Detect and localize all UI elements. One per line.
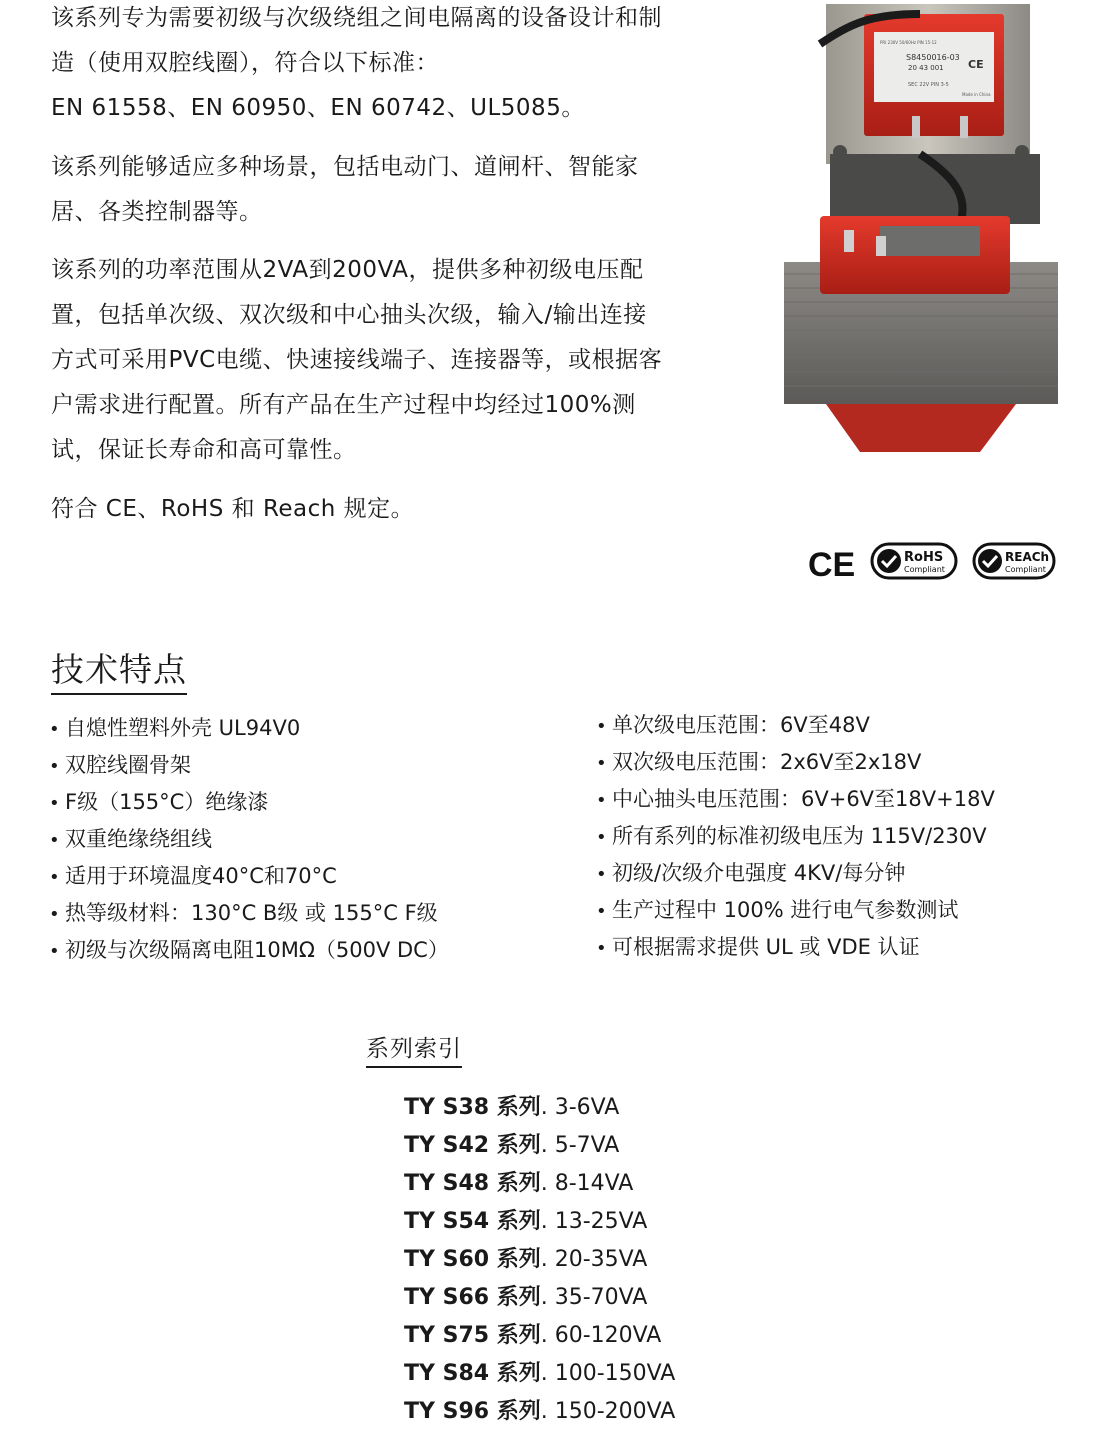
feature-item: • 初级/次级介电强度 4KV/每分钟 — [596, 855, 995, 892]
series-range: . 8-14VA — [540, 1171, 634, 1196]
series-range: . 100-150VA — [540, 1361, 676, 1386]
series-code: TY S60 系列 — [404, 1247, 541, 1272]
series-code: TY S96 系列 — [404, 1399, 541, 1424]
series-item — [404, 1355, 675, 1393]
series-item — [404, 1317, 675, 1355]
power-line: 户需求进行配置。所有产品在生产过程中均经过100%测 — [51, 392, 636, 418]
transformer-photo — [780, 4, 1062, 454]
label-line: SEC 22V PIN 3-5 — [908, 82, 949, 88]
feature-item: • 自熄性塑料外壳 UL94V0 — [49, 710, 449, 747]
series-code: TY S38 系列 — [404, 1095, 541, 1120]
features-left-list — [49, 710, 449, 969]
features-title: 技术特点 — [51, 648, 187, 695]
intro-line: 该系列专为需要初级与次级绕组之间电隔离的设备设计和制 — [51, 5, 662, 31]
series-range: . 20-35VA — [540, 1247, 648, 1272]
applications-line: 居、各类控制器等。 — [51, 199, 263, 225]
rohs-sub-text: Compliant — [904, 565, 945, 574]
series-list — [404, 1089, 675, 1431]
series-range: . 13-25VA — [540, 1209, 648, 1234]
series-code: TY S48 系列 — [404, 1171, 541, 1196]
ce-logo: CE — [808, 546, 856, 584]
series-item — [404, 1393, 675, 1431]
power-line: 该系列的功率范围从2VA到200VA，提供多种初级电压配 — [51, 257, 644, 283]
series-code: TY S54 系列 — [404, 1209, 541, 1234]
feature-item: • 适用于环境温度40°C和70°C — [49, 858, 449, 895]
features-right-list — [596, 707, 995, 966]
series-range: . 3-6VA — [540, 1095, 620, 1120]
series-index-title: 系列索引 — [366, 1032, 462, 1068]
label-line: Made in China — [962, 92, 991, 97]
intro-line: EN 61558、EN 60950、EN 60742、UL5085。 — [51, 95, 585, 121]
series-item — [404, 1127, 675, 1165]
feature-item: • F级（155°C）绝缘漆 — [49, 784, 449, 821]
ce-mark: CE — [968, 58, 984, 71]
series-range: . 60-120VA — [540, 1323, 662, 1348]
series-range: . 35-70VA — [540, 1285, 648, 1310]
series-code: TY S42 系列 — [404, 1133, 541, 1158]
power-paragraph — [51, 248, 731, 473]
feature-item: • 可根据需求提供 UL 或 VDE 认证 — [596, 929, 995, 966]
compliance-line: 符合 CE、RoHS 和 Reach 规定。 — [51, 496, 415, 522]
series-item — [404, 1165, 675, 1203]
certification-logos — [806, 540, 1058, 584]
power-line: 方式可采用PVC电缆、快速接线端子、连接器等，或根据客 — [51, 347, 663, 373]
intro-line: 造（使用双腔线圈），符合以下标准： — [51, 50, 439, 76]
compliance-paragraph — [51, 487, 731, 532]
series-code: TY S66 系列 — [404, 1285, 541, 1310]
applications-paragraph — [51, 145, 731, 235]
applications-line: 该系列能够适应多种场景，包括电动门、道闸杆、智能家 — [51, 154, 639, 180]
feature-item: • 中心抽头电压范围：6V+6V至18V+18V — [596, 781, 995, 818]
feature-item: • 所有系列的标准初级电压为 115V/230V — [596, 818, 995, 855]
feature-item: • 单次级电压范围：6V至48V — [596, 707, 995, 744]
rohs-main-text: RoHS — [904, 550, 944, 565]
series-item — [404, 1279, 675, 1317]
series-range: . 5-7VA — [540, 1133, 620, 1158]
series-code: TY S84 系列 — [404, 1361, 541, 1386]
feature-item: • 双次级电压范围：2x6V至2x18V — [596, 744, 995, 781]
reach-sub-text: Compliant — [1005, 565, 1046, 574]
feature-item: • 热等级材料：130°C B级 或 155°C F级 — [49, 895, 449, 932]
label-line: S8450016-03 — [906, 53, 960, 62]
label-line: PRI 230V 50/60Hz PIN 15-12 — [880, 40, 937, 45]
intro-paragraph — [51, 0, 731, 131]
feature-item: • 双重绝缘绕组线 — [49, 821, 449, 858]
series-code: TY S75 系列 — [404, 1323, 541, 1348]
power-line: 试，保证长寿命和高可靠性。 — [51, 437, 357, 463]
rohs-logo — [872, 544, 956, 578]
feature-item: • 初级与次级隔离电阻10MΩ（500V DC） — [49, 932, 449, 969]
series-item — [404, 1203, 675, 1241]
feature-item: • 双腔线圈骨架 — [49, 747, 449, 784]
series-item — [404, 1241, 675, 1279]
reach-logo — [974, 544, 1054, 578]
feature-item: • 生产过程中 100% 进行电气参数测试 — [596, 892, 995, 929]
reach-main-text: REACh — [1005, 550, 1050, 564]
power-line: 置，包括单次级、双次级和中心抽头次级，输入/输出连接 — [51, 302, 647, 328]
series-item — [404, 1089, 675, 1127]
series-range: . 150-200VA — [540, 1399, 676, 1424]
label-line: 20 43 001 — [908, 64, 944, 72]
